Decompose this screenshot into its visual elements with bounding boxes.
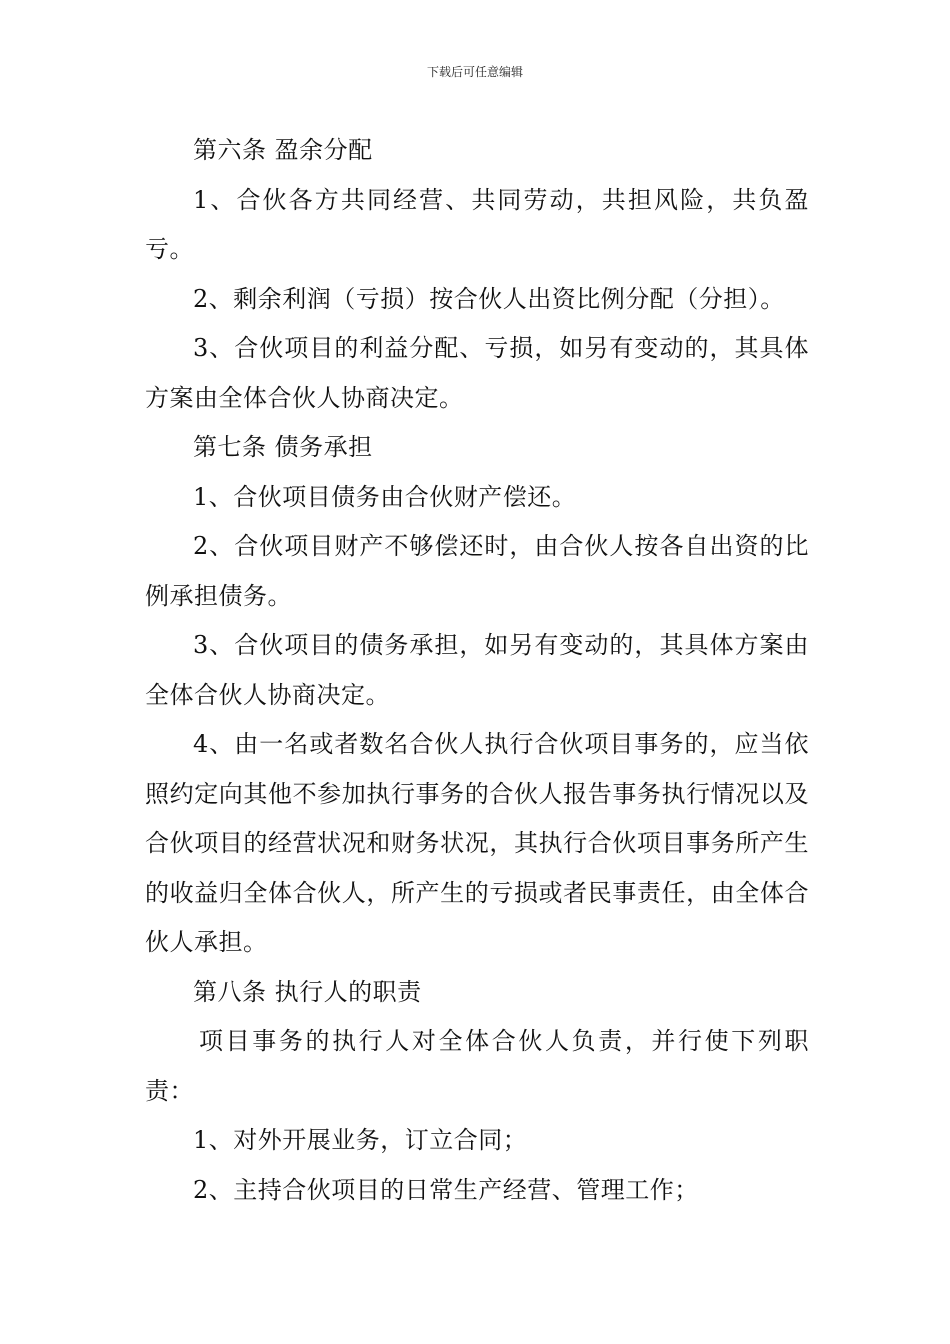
section-title-article-7: 第七条 债务承担 bbox=[193, 433, 373, 461]
paragraph: 1、合伙项目债务由合伙财产偿还。 bbox=[193, 482, 577, 511]
section-title-article-6: 第六条 盈余分配 bbox=[193, 136, 373, 164]
paragraph: 4、由一名或者数名合伙人执行合伙项目事务的，应当依照约定向其他不参加执行事务的合伙人报告事务执行情况以及合伙项目的经营状况和财务状况，其执行合伙项目事务所产生的收益归全体合伙人，所产生的亏损或者民事责任，由全体合伙人承担。 bbox=[145, 730, 809, 956]
paragraph: 2、剩余利润（亏损）按合伙人出资比例分配（分担）。 bbox=[193, 284, 785, 313]
section-title-article-8: 第八条 执行人的职责 bbox=[193, 977, 422, 1006]
paragraph: 1、对外开展业务，订立合同； bbox=[193, 1126, 528, 1154]
paragraph: 1、合伙各方共同经营、共同劳动，共担风险，共负盈亏。 bbox=[145, 185, 809, 263]
page-header: 下载后可任意编辑 bbox=[426, 65, 523, 79]
paragraph: 项目事务的执行人对全体合伙人负责，并行使下列职责： bbox=[145, 1027, 809, 1105]
paragraph: 2、主持合伙项目的日常生产经营、管理工作； bbox=[193, 1175, 699, 1204]
document-body bbox=[145, 126, 809, 1215]
paragraph: 2、合伙项目财产不够偿还时，由合伙人按各自出资的比例承担债务。 bbox=[145, 532, 809, 610]
paragraph: 3、合伙项目的利益分配、亏损，如另有变动的，其具体方案由全体合伙人协商决定。 bbox=[145, 334, 809, 412]
paragraph: 3、合伙项目的债务承担，如另有变动的，其具体方案由全体合伙人协商决定。 bbox=[145, 631, 809, 709]
